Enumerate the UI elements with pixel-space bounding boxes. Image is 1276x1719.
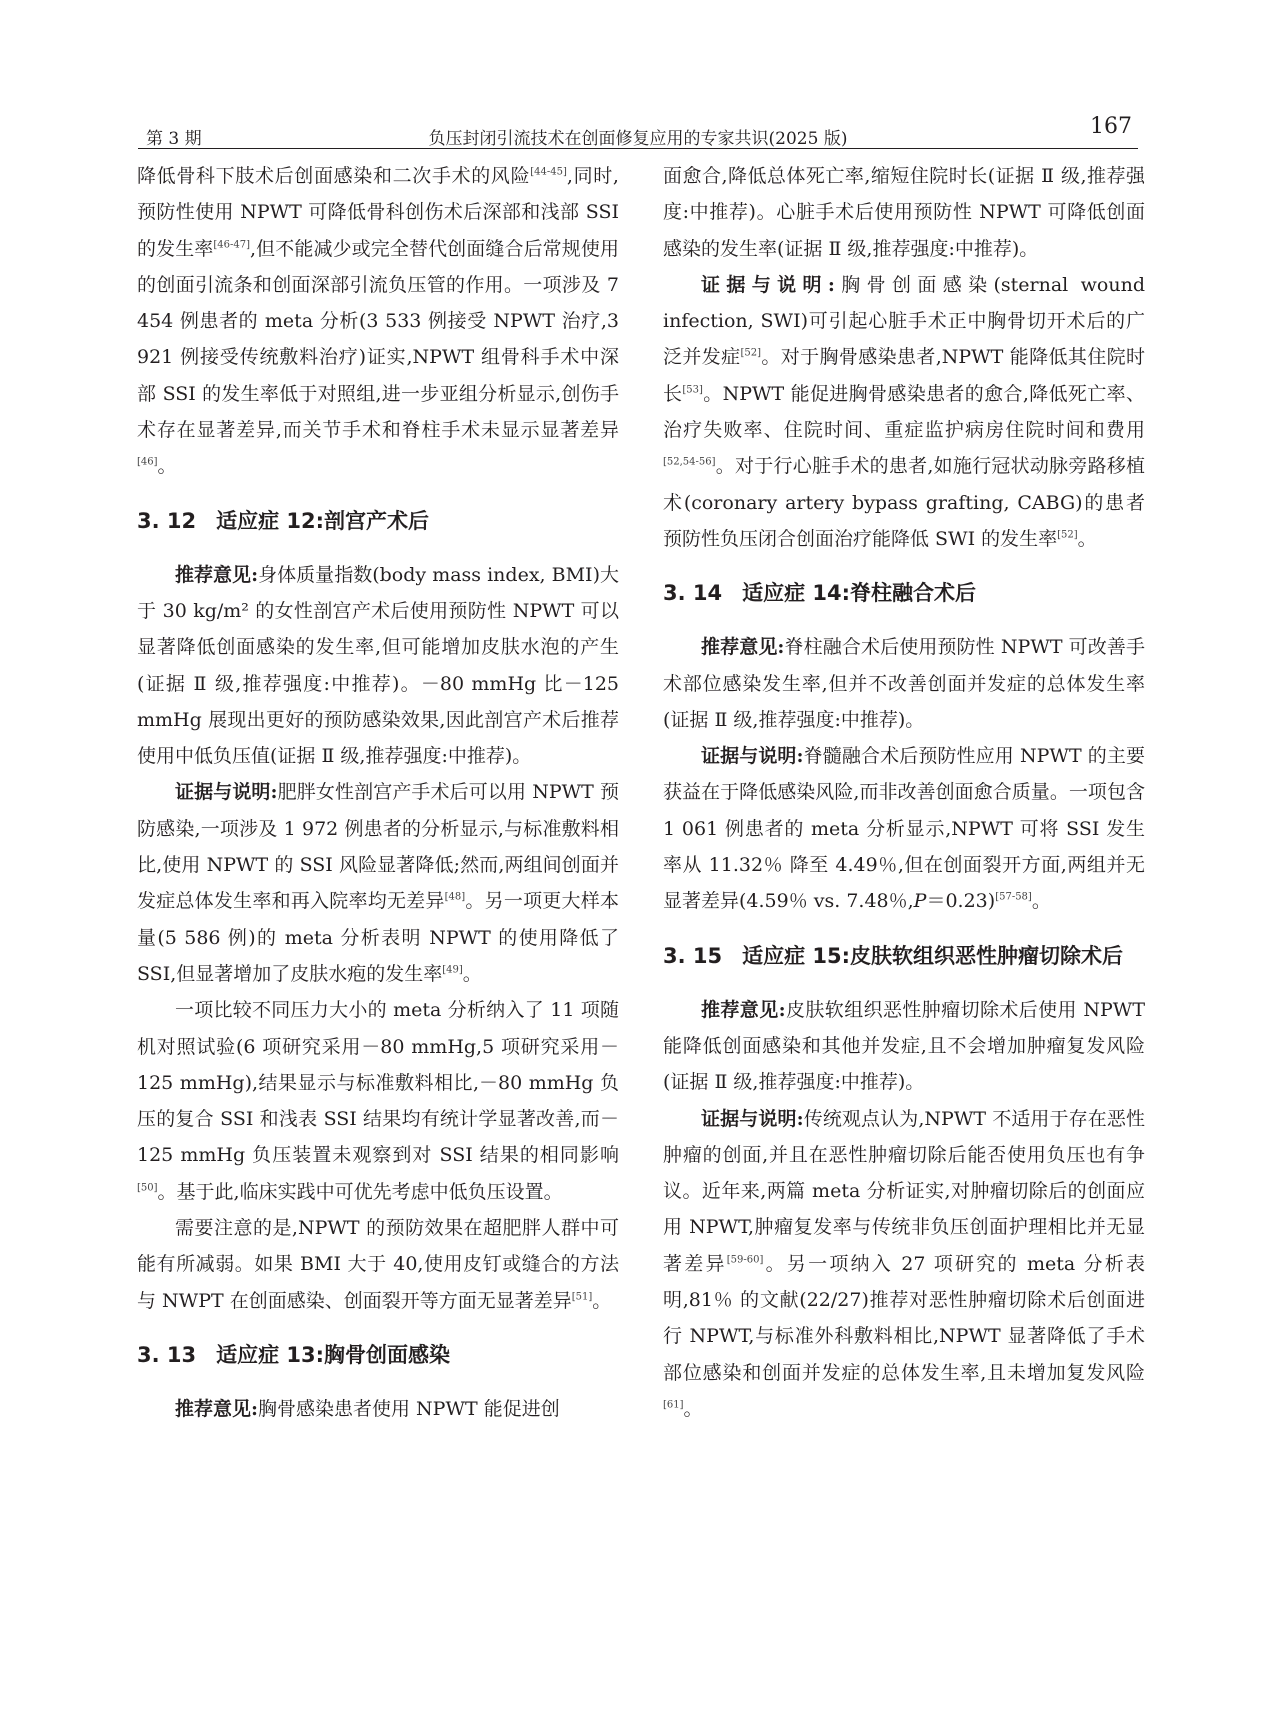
- section-heading-3-13: 3. 13 适应症 13:胸骨创面感染: [137, 1342, 451, 1367]
- body-paragraph: 需要注意的是,NPWT 的预防效果在超肥胖人群中可能有所减弱。如果 BMI 大于 40,使用皮钉或缝合的方法与 NWPT 在创面感染、创面裂开等方面无显著差异[51]。: [137, 1217, 619, 1312]
- citation[interactable]: [57-58]: [995, 892, 1032, 904]
- citation[interactable]: [46]: [137, 457, 158, 469]
- citation[interactable]: [61]: [663, 1399, 684, 1411]
- evidence-paragraph: 证据与说明:胸骨创面感染(sternal wound infection, SWI)可引起心脏手术正中胸骨切开术后的广泛并发症[52]。对于胸骨感染患者,NPWT 能降低其住院时长[53]。NPWT 能促进胸骨感染患者的愈合,降低死亡率、治疗失败率、住院时间、重症监护病房住院时间和费用[52,54-56]。对于行心脏手术的患者,如施行冠状动脉旁路移植术(coronary artery bypass grafting, CABG)的患者预防性负压闭合创面治疗能降低 SWI 的发生率[52]。: [663, 273, 1145, 550]
- paragraph-continued: 降低骨科下肢术后创面感染和二次手术的风险[44-45],同时,预防性使用 NPWT 可降低骨科创伤术后深部和浅部 SSI 的发生率[46-47],但不能减少或完全替代创面缝合后常规使用的创面引流条和创面深部引流负压管的作用。一项涉及 7 454 例患者的 meta 分析(3 533 例接受 NPWT 治疗,3 921 例接受传统敷料治疗)证实,NPWT 组骨科手术中深部 SSI 的发生率低于对照组,进一步亚组分析显示,创伤手术存在显著差异,而关节手术和脊柱手术未显示显著差异[46]。: [137, 165, 619, 478]
- evidence-paragraph: 证据与说明:脊髓融合术后预防性应用 NPWT 的主要获益在于降低感染风险,而非改善创面愈合质量。一项包含 1 061 例患者的 meta 分析显示,NPWT 可将 SSI 发生率从 11.32％ 降至 4.49％,但在创面裂开方面,两组并无显著差异(4.59％ vs. 7.48％,P＝0.23)[57-58]。: [663, 745, 1145, 913]
- section-heading-3-15: 3. 15 适应症 15:皮肤软组织恶性肿瘤切除术后: [663, 943, 1124, 968]
- citation[interactable]: [59-60]: [726, 1254, 764, 1266]
- citation[interactable]: [48]: [444, 892, 466, 904]
- citation[interactable]: [51]: [571, 1291, 593, 1303]
- right-column: [663, 158, 1145, 1427]
- citation[interactable]: [49]: [442, 964, 463, 976]
- citation[interactable]: [46-47]: [213, 239, 251, 251]
- p-value-symbol: P: [913, 890, 927, 913]
- citation[interactable]: [52,54-56]: [663, 457, 716, 469]
- citation[interactable]: [50]: [137, 1182, 158, 1194]
- section-heading-3-12: 3. 12 适应症 12:剖宫产术后: [137, 508, 430, 533]
- left-column: [137, 158, 619, 1427]
- evidence-paragraph: 证据与说明:传统观点认为,NPWT 不适用于存在恶性肿瘤的创面,并且在恶性肿瘤切除后能否使用负压也有争议。近年来,两篇 meta 分析证实,对肿瘤切除后的创面应用 NPWT,肿瘤复发率与传统非负压创面护理相比并无显著差异[59-60]。另一项纳入 27 项研究的 meta 分析表明,81％ 的文献(22/27)推荐对恶性肿瘤切除术后创面进行 NPWT,与标准外科敷料相比,NPWT 显著降低了手术部位感染和创面并发症的总体发生率,且未增加复发风险[61]。: [663, 1107, 1145, 1420]
- recommendation-paragraph: 推荐意见:胸骨感染患者使用 NPWT 能促进创: [175, 1397, 560, 1420]
- body-paragraph: 一项比较不同压力大小的 meta 分析纳入了 11 项随机对照试验(6 项研究采用－80 mmHg,5 项研究采用－125 mmHg),结果显示与标准敷料相比,－80 mmHg 负压的复合 SSI 和浅表 SSI 结果均有统计学显著改善,而－125 mmHg 负压装置未观察到对 SSI 结果的相同影响[50]。基于此,临床实践中可优先考虑中低负压设置。: [137, 999, 619, 1203]
- citation[interactable]: [52]: [740, 348, 762, 360]
- paragraph-continued: 面愈合,降低总体死亡率,缩短住院时长(证据 Ⅱ 级,推荐强度:中推荐)。心脏手术后使用预防性 NPWT 可降低创面感染的发生率(证据 Ⅱ 级,推荐强度:中推荐)。: [663, 165, 1145, 260]
- issue-number: 第 3 期: [146, 129, 202, 149]
- recommendation-paragraph: 推荐意见:皮肤软组织恶性肿瘤切除术后使用 NPWT 能降低创面感染和其他并发症,且不会增加肿瘤复发风险(证据 Ⅱ 级,推荐强度:中推荐)。: [663, 998, 1146, 1094]
- running-title: 负压封闭引流技术在创面修复应用的专家共识(2025 版): [428, 129, 848, 149]
- citation[interactable]: [53]: [682, 384, 703, 396]
- citation[interactable]: [44-45]: [530, 166, 567, 178]
- citation[interactable]: [52]: [1057, 529, 1078, 541]
- page-number: 167: [1090, 114, 1132, 139]
- running-header: [138, 108, 1138, 149]
- recommendation-paragraph: 推荐意见:脊柱融合术后使用预防性 NPWT 可改善手术部位感染发生率,但并不改善创面并发症的总体发生率(证据 Ⅱ 级,推荐强度:中推荐)。: [663, 636, 1145, 731]
- section-heading-3-14: 3. 14 适应症 14:脊柱融合术后: [663, 581, 977, 606]
- evidence-paragraph: 证据与说明:肥胖女性剖宫产手术后可以用 NPWT 预防感染,一项涉及 1 972 例患者的分析显示,与标准敷料相比,使用 NPWT 的 SSI 风险显著降低;然而,两组间创面并发症总体发生率和再入院率均无差异[48]。另一项更大样本量(5 586 例)的 meta 分析表明 NPWT 的使用降低了 SSI,但显著增加了皮肤水疱的发生率[49]。: [137, 781, 619, 985]
- recommendation-paragraph: 推荐意见:身体质量指数(body mass index, BMI)大于 30 kg/m² 的女性剖宫产术后使用预防性 NPWT 可以显著降低创面感染的发生率,但可能增加皮肤水泡的产生(证据 Ⅱ 级,推荐强度:中推荐)。－80 mmHg 比－125 mmHg 展现出更好的预防感染效果,因此剖宫产术后推荐使用中低负压值(证据 Ⅱ 级,推荐强度:中推荐)。: [137, 563, 619, 768]
